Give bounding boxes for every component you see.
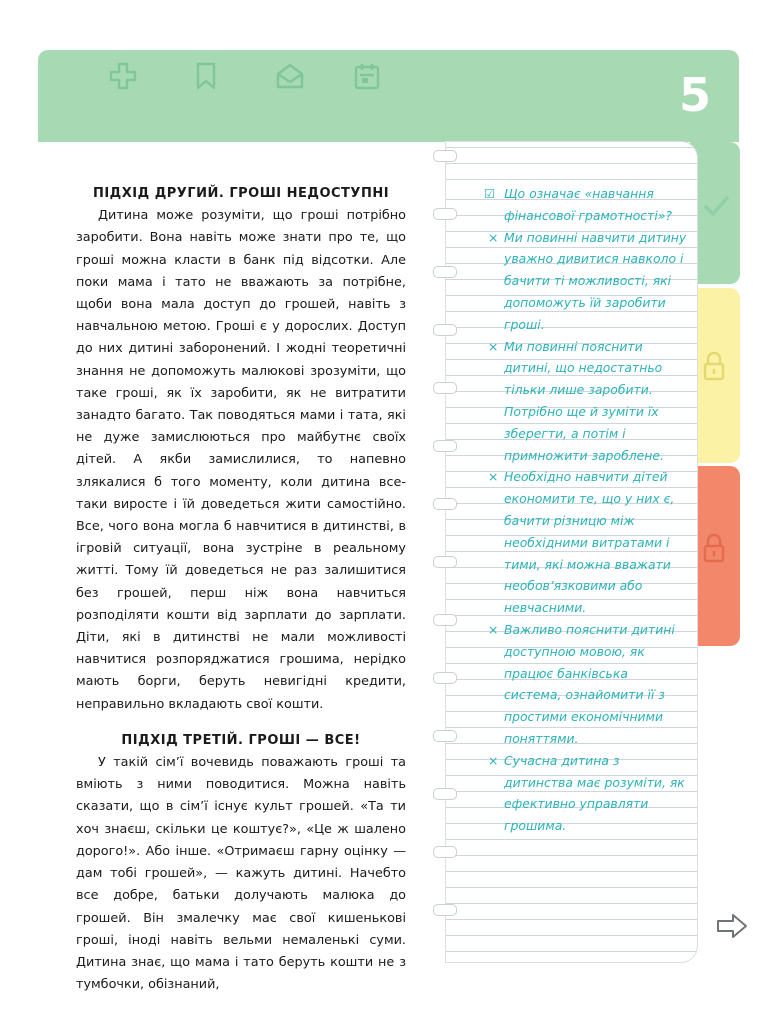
section-heading: ПІДХІД ДРУГИЙ. ГРОШІ НЕДОСТУПНІ (92, 186, 390, 201)
spiral-ring (433, 440, 457, 452)
page-number: 5 (678, 68, 711, 122)
spiral-ring (433, 150, 457, 162)
spiral-ring (433, 672, 457, 684)
spiral-ring (433, 788, 457, 800)
cross-bullet-icon: × (488, 621, 499, 637)
notes-item-text: Ми повинні навчити дитину уважно дивитися навколо і бачити ті можливості, які допоможуть їй заробити гроші. (504, 229, 687, 332)
spiral-ring (433, 498, 457, 510)
spiral-ring (433, 556, 457, 568)
spiral-ring (433, 846, 457, 858)
notes-item-text: Важливо пояснити дитині доступною мовою, як працює банківська система, ознайомити її з простими економічними поняттями. (504, 621, 675, 746)
lock-icon (702, 532, 726, 564)
mail-icon[interactable] (275, 61, 305, 91)
list-item (482, 227, 688, 336)
spiral-ring (433, 730, 457, 742)
next-page-arrow-icon[interactable] (716, 913, 748, 939)
list-item (482, 619, 688, 750)
spiral-ring (433, 382, 457, 394)
spiral-ring (433, 614, 457, 626)
spiral-ring (433, 324, 457, 336)
cross-bullet-icon: × (488, 229, 499, 245)
spiral-ring (433, 208, 457, 220)
tab-green[interactable] (690, 142, 740, 284)
cross-bullet-icon: × (488, 469, 499, 485)
spiral-ring (433, 904, 457, 916)
notes-item-text: Необхідно навчити дітей економити те, що у них є, бачити різницю між необхідними витратами і тими, які можна вважати необов’язковими або невчасними. (504, 469, 675, 616)
bookmark-icon[interactable] (191, 61, 221, 91)
spiral-ring (433, 266, 457, 278)
check-icon (702, 192, 730, 220)
notes-item-text: Ми повинні пояснити дитині, що недостатньо тільки лише заробити. Потрібно ще й зуміти їх зберегти, а потім і примножити зароблене. (504, 338, 664, 463)
cross-bullet-icon: × (488, 338, 499, 354)
body-paragraph: У такій сім’ї вочевидь поважають гроші та вміють з ними поводитися. Можна навіть сказати, що в сім’ї існує культ грошей. «Та ти хоч знаєш, скільки це коштує?», «Це ж шалено дорого!». Або інше. «Отримаєш гарну оцінку — дам тобі грошей», — кажуть дитині. Начебто все добре, батьки долучають малюка до грошей. Він змалечку має свої кишенькові гроші, іноді навіть вельми немаленькі суми. Дитина знає, що мама і тато беруть кошти не з тумбочки, обізнаний, (76, 755, 406, 993)
calendar-icon[interactable] (352, 61, 382, 91)
tab-yellow[interactable] (690, 288, 740, 463)
section-heading: ПІДХІД ТРЕТІЙ. ГРОШІ — ВСЕ! (121, 732, 361, 748)
lock-icon (702, 350, 726, 382)
body-paragraph: Дитина може розуміти, що гроші потрібно заробити. Вона навіть може знати про те, що гроші можна класти в банк під відсотки. Але поки мама і тато не вважають за потрібне, щоби вона мала доступ до грошей, навіть з навчальною метою. Гроші є у дорослих. Доступ до них дитині заборонений. І жодні теоретичні знання не допоможуть малюкові зрозуміти, що таке гроші, як їх заробити, як не витратити занадто багато. Так поводяться мами і тата, які не дуже замислюються про майбутнє своїх дітей. А якби замислилися, то напевно злякалися б того моменту, коли дитина все-таки виросте і їй доведеться жити самостійно. Все, чого вона могла б навчитися в дитинстві, в ігровій ситуації, вона зустріне в реальному житті. Тому їй доведеться не раз залишитися без грошей, перш ніж вона навчиться розподіляти кошти від зарплати до зарплати. Діти, які в дитинстві не мали можливості навчитися розпоряджатися грошима, нерідко мають борги, беруть невигідні кредити, неправильно вкладають свої кошти. (76, 208, 406, 712)
plus-icon[interactable] (108, 61, 138, 91)
list-item (482, 336, 688, 467)
notes-question-text: Що означає «навчання фінансової грамотності»? (504, 186, 672, 223)
chapter-header-band (38, 50, 739, 142)
cross-bullet-icon: × (488, 752, 499, 768)
list-item (482, 750, 688, 837)
tab-red[interactable] (690, 466, 740, 646)
notes-item-text: Сучасна дитина з дитинства має розуміти, як ефективно управляти грошима. (504, 752, 685, 834)
list-item (482, 466, 688, 619)
notes-list (482, 183, 688, 837)
checkbox-icon: ☑ (484, 186, 496, 201)
main-text-column (76, 183, 406, 996)
notes-question (482, 183, 688, 227)
